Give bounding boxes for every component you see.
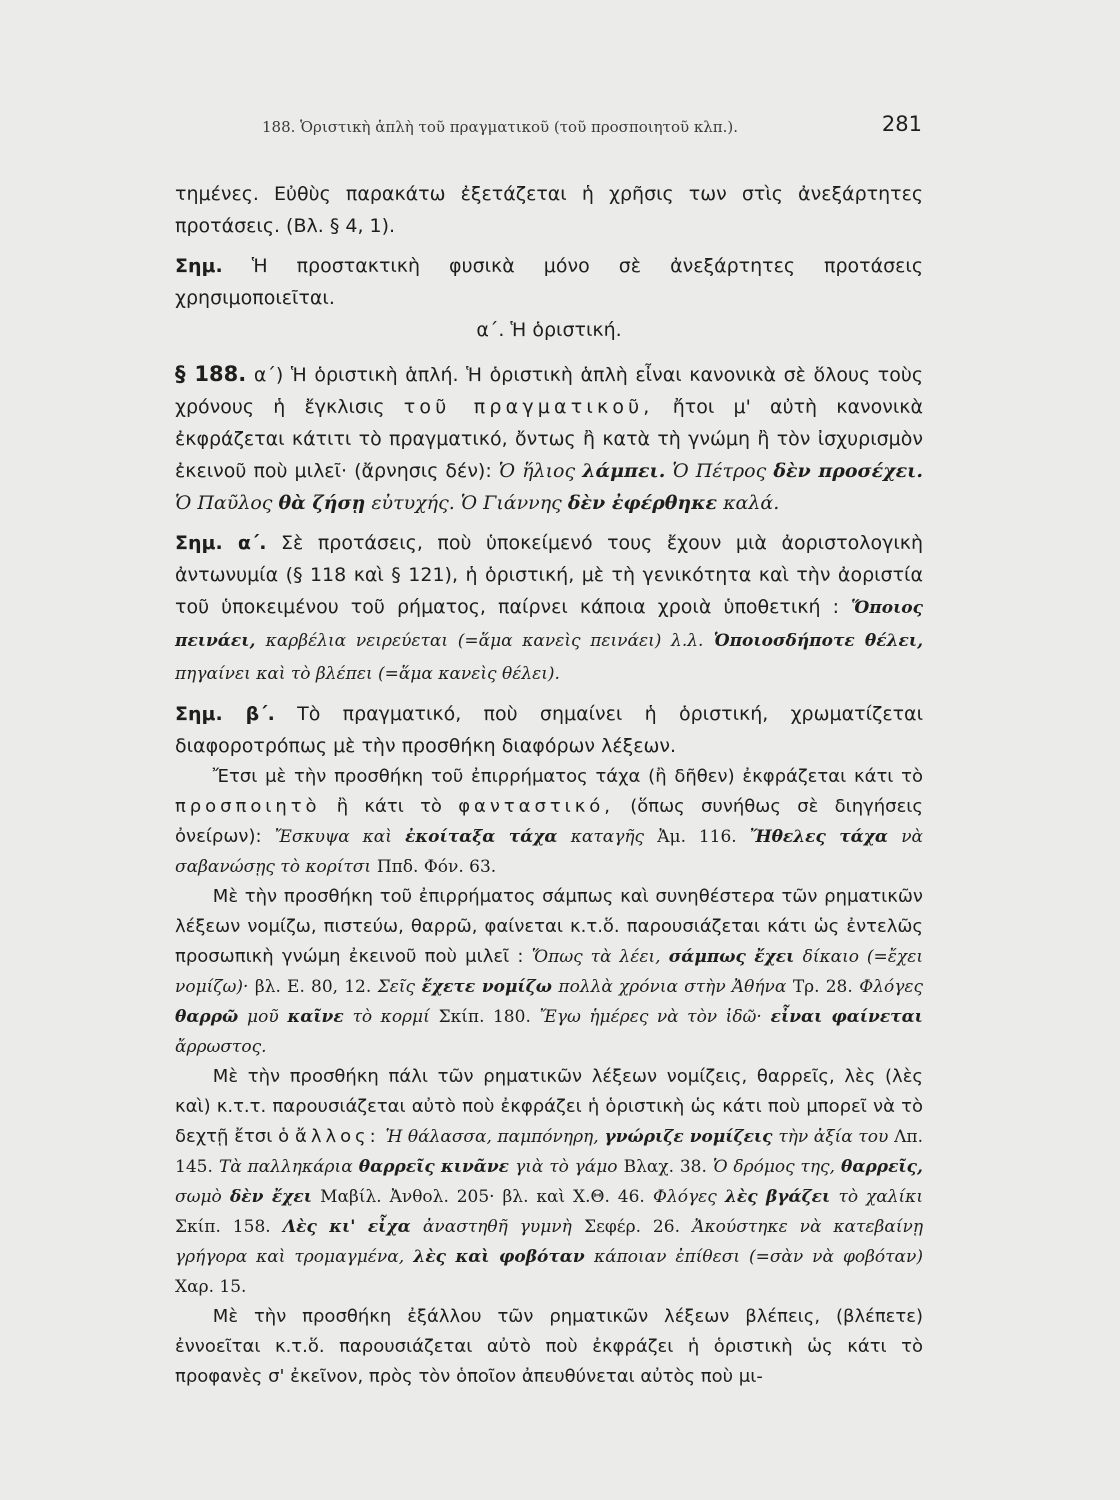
reference: Τρ. 28. xyxy=(792,977,853,997)
note-a-text: Σὲ προτάσεις, ποὺ ὑποκείμενό τους ἔχουν μιὰ ἀοριστολογικὴ ἀντωνυμία (§ 118 καὶ § 121), ἡ ὁριστική, μὲ τὴ γενικότητα καὶ τὴν ἀοριστία τοῦ ὑποκειμένου τοῦ ρήματος, παίρνει κάποια χροιὰ ὑποθετική : xyxy=(175,532,923,618)
reference: Ππδ. Φόν. 63. xyxy=(376,857,497,877)
example-text: τὸ κορμί xyxy=(352,1007,430,1027)
paragraph-text: Μὲ τὴν προσθήκη πάλι τῶν ρηματικῶν λέξεων νομίζεις, θαρρεῖς, λὲς (λὲς καὶ) κ.τ.τ. παρουσιάζεται αὐτὸ ποὺ ἐκφράζει ἡ ὁριστικὴ ὡς κάτι ποὺ μπορεῖ νὰ τὸ δεχτῇ ἔτσι ὁ xyxy=(175,1066,923,1147)
spaced-term: φανταστικό, xyxy=(458,796,614,817)
paragraph-text: (ὅπως συνήθως σὲ διηγήσεις ὀνείρων): xyxy=(175,796,923,847)
section-text-2: ἤτοι μ' αὐτὴ κανονικὰ ἐκφράζεται κάτιτι τὸ πραγματικό, ὄντως ἢ κατὰ τὴ γνώμη ἢ τὸν ἰσχυρισμὸν ἐκεινοῦ ποὺ μιλεῖ· (ἄρνησις δέν): xyxy=(175,396,923,482)
example-text: Ὅπως τὰ λέει, xyxy=(531,947,661,967)
example-bold: σάμπως ἔχει xyxy=(668,947,795,967)
note-b-label: Σημ. β΄. xyxy=(175,703,275,725)
example-text: Τὰ παλληκάρια xyxy=(218,1157,353,1177)
example-text: καταγῆς xyxy=(570,827,645,847)
intro-paragraph: τημένες. Εὐθὺς παρακάτω ἐξετάζεται ἡ χρῆσις των στὶς ἀνεξάρτητες προτάσεις. (Βλ. § 4, 1). xyxy=(175,183,923,237)
paragraph-sampos xyxy=(175,882,923,1062)
reference: βλ. Ε. 80, 12. xyxy=(254,977,372,997)
example-text: Ὁ Παῦλος xyxy=(175,492,273,514)
example-text: Ὁ Γιάννης xyxy=(460,492,562,514)
example-bold: εἶναι φαίνεται xyxy=(770,1007,923,1027)
example-text: Ἔσκυψα καὶ xyxy=(274,827,392,847)
example-bold: θαρρῶ xyxy=(175,1007,239,1027)
example-text: πολλὰ χρόνια στὴν Ἀθήνα xyxy=(558,977,787,997)
example-text: Ἡ θάλασσα, παμπόνηρη, xyxy=(385,1127,599,1147)
page-number: 281 xyxy=(881,112,922,136)
reference: Λπ. 145. xyxy=(175,1127,924,1177)
example-bold: λάμπει. xyxy=(582,460,666,482)
paragraph-vlepeis: Μὲ τὴν προσθήκη ἐξάλλου τῶν ρηματικῶν λέξεων βλέπεις, (βλέπετε) ἐννοεῖται κ.τ.ὅ. παρουσιάζεται αὐτὸ ποὺ ἐκφράζει ἡ ὁριστικὴ ὡς κάτι τὸ προφανὲς σ' ἐκεῖνον, πρὸς τὸν ὁποῖον ἀπευθύνεται αὐτὸς ποὺ μι- xyxy=(175,1306,923,1387)
example-text: σωμὸ xyxy=(175,1187,222,1207)
example-bold: Ἤθελες τάχα xyxy=(749,827,889,847)
example-bold: Ὁποιοσδήποτε θέλει, xyxy=(713,631,923,651)
example-text: Ὁ ἥλιος xyxy=(498,460,576,482)
note-1-label: Σημ. xyxy=(175,255,223,277)
section-188 xyxy=(175,358,923,519)
paragraph-nomizeis xyxy=(175,1062,923,1302)
paragraph-text: Μὲ τὴν προσθήκη τοῦ ἐπιρρήματος σάμπως καὶ συνηθέστερα τῶν ρηματικῶν λέξεων νομίζω, πιστεύω, θαρρῶ, φαίνεται κ.τ.ὅ. παρουσιάζεται κάτι ὡς ἐντελῶς προσωπικὴ γνώμη ἐκεινοῦ ποὺ μιλεῖ : xyxy=(175,886,923,967)
example-text: εὐτυχής. xyxy=(371,492,455,514)
running-head: 188. Ὁριστικὴ ἁπλὴ τοῦ πραγματικοῦ (τοῦ προσποιητοῦ κλπ.). xyxy=(262,118,739,136)
example-text: ἀναστηθῆ γυμνὴ xyxy=(422,1217,572,1237)
reference: Ἀμ. 116. xyxy=(657,827,737,847)
reference: Σεφέρ. 26. xyxy=(584,1217,680,1237)
example-text: καρβέλια νειρεύεται (=ἅμα κανεὶς πεινάει) λ.λ. xyxy=(265,631,704,651)
example-text: Ὁ Πέτρος xyxy=(672,460,767,482)
spaced-term: ἄλλος: xyxy=(295,1126,380,1147)
reference: Μαβίλ. Ἀνθολ. 205· βλ. καὶ Χ.Θ. 46. xyxy=(320,1187,645,1207)
example-bold: δὲν ἐφέρθηκε xyxy=(567,492,718,514)
example-text: τὸ χαλίκι xyxy=(838,1187,923,1207)
note-1 xyxy=(175,250,923,314)
example-bold: καῖνε xyxy=(287,1007,344,1027)
example-bold: λὲς καὶ φοβόταν xyxy=(413,1247,585,1267)
example-text: Ἀκούστηκε νὰ κατεβαίνῃ γρήγορα καὶ τρομαγμένα, xyxy=(175,1217,924,1267)
example-text: μοῦ xyxy=(247,1007,279,1027)
note-a xyxy=(175,527,923,690)
subheading: α΄. Ἡ ὁριστική. xyxy=(476,319,622,341)
example-text: Φλόγες xyxy=(653,1187,717,1207)
reference: Χαρ. 15. xyxy=(175,1277,247,1297)
example-text: πηγαίνει καὶ τὸ βλέπει (=ἅμα κανεὶς θέλει). xyxy=(175,664,560,684)
paragraph-tacha xyxy=(175,762,923,882)
example-text: ἄρρωστος. xyxy=(175,1037,267,1057)
example-text: Ὁ δρόμος της, xyxy=(712,1157,835,1177)
example-bold: θαρρεῖς κινᾶνε xyxy=(358,1157,510,1177)
example-text: γιὰ τὸ γάμο xyxy=(515,1157,618,1177)
note-a-label: Σημ. α΄. xyxy=(175,532,267,554)
example-bold: ἐκοίταξα τάχα xyxy=(405,827,558,847)
example-text: νὰ σαβανώσῃς τὸ κορίτσι xyxy=(175,827,924,877)
example-bold: δὲν προσέχει. xyxy=(773,460,923,482)
section-text-1: α΄) Ἡ ὁριστικὴ ἁπλή. Ἡ ὁριστικὴ ἁπλὴ εἶναι κανονικὰ σὲ ὅλους τοὺς χρόνους ἡ ἔγκλισις xyxy=(175,364,923,418)
example-bold: ἔχετε νομίζω xyxy=(421,977,552,997)
example-text: δίκαιο (=ἔχει νομίζω)· xyxy=(175,947,924,997)
reference: Σκίπ. 180. xyxy=(438,1007,531,1027)
note-b xyxy=(175,698,923,762)
example-text: κάποιαν ἐπίθεσι (=σὰν νὰ φοβόταν) xyxy=(593,1247,924,1267)
example-bold: λὲς βγάζει xyxy=(724,1187,831,1207)
page-header xyxy=(262,112,922,144)
reference: Σκίπ. 158. xyxy=(175,1217,271,1237)
note-1-text: Ἡ προστακτικὴ φυσικὰ μόνο σὲ ἀνεξάρτητες προτάσεις χρησιμοποιεῖται. xyxy=(175,255,923,309)
example-bold: θὰ ζήσῃ xyxy=(278,492,366,514)
paragraph-text: ἢ κάτι τὸ xyxy=(336,796,442,817)
page-body xyxy=(175,178,923,1392)
example-bold: δὲν ἔχει xyxy=(229,1187,312,1207)
example-bold: θαρρεῖς, xyxy=(841,1157,923,1177)
example-bold: γνώριζε νομίζεις xyxy=(604,1127,773,1147)
example-text: καλά. xyxy=(723,492,780,514)
example-bold: Ὅποιος πεινάει, xyxy=(175,598,923,651)
reference: Βλαχ. 38. xyxy=(623,1157,707,1177)
section-number: § 188. xyxy=(175,362,247,386)
note-b-text: Τὸ πραγματικό, ποὺ σημαίνει ἡ ὁριστική, χρωματίζεται διαφοροτρόπως μὲ τὴν προσθήκη διαφόρων λέξεων. xyxy=(175,703,924,757)
example-bold: Λὲς κι' εἶχα xyxy=(282,1217,411,1237)
paragraph-text: Ἔτσι μὲ τὴν προσθήκη τοῦ ἐπιρρήματος τάχα (ἢ δῆθεν) ἐκφράζεται κάτι τὸ xyxy=(212,766,923,787)
spaced-term-pragmatikou: τοῦ πραγματικοῦ, xyxy=(403,396,654,418)
spaced-term: προσποιητὸ xyxy=(175,796,321,817)
example-text: τὴν ἀξία του xyxy=(778,1127,889,1147)
example-text: Ἔγω ἡμέρες νὰ τὸν ἰδῶ· xyxy=(539,1007,762,1027)
example-text: Σεῖς xyxy=(377,977,416,997)
example-text: Φλόγες xyxy=(859,977,924,997)
